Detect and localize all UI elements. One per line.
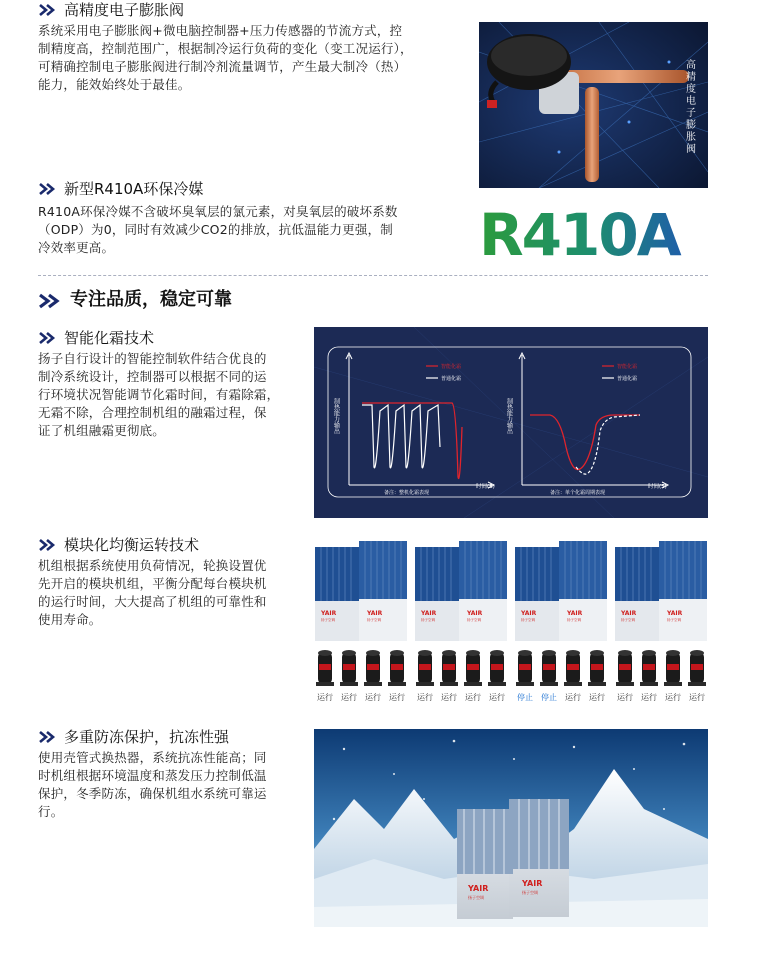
module-status-label: 运行 <box>441 693 457 702</box>
svg-text:YAIR: YAIR <box>468 884 489 893</box>
double-chevron-icon <box>38 3 58 17</box>
right-smart-curve <box>530 415 640 470</box>
compressor-icon <box>363 648 383 688</box>
svg-text:扬子空调: 扬子空调 <box>321 618 335 622</box>
compressor-icon <box>315 648 335 688</box>
svg-text:扬子空调: 扬子空调 <box>467 618 481 622</box>
valve-heading <box>38 0 184 20</box>
module-status-label: 运行 <box>417 693 433 702</box>
refrigerant-title: 新型R410A环保冷媒 <box>64 180 204 198</box>
defrost-heading <box>38 328 154 348</box>
module-status-label: 运行 <box>389 693 405 702</box>
left-ylabel: 制热能力输出 <box>332 398 340 434</box>
svg-text:普通化霜: 普通化霜 <box>441 376 462 382</box>
compressor-icon <box>615 648 635 688</box>
svg-text:智能化霜: 智能化霜 <box>441 364 462 370</box>
defrost-chart-panel <box>314 327 708 518</box>
antifreeze-title: 多重防冻保护，抗冻性强 <box>64 728 230 746</box>
module-units <box>313 535 709 645</box>
svg-text:YAIR: YAIR <box>621 610 637 617</box>
modular-heading <box>38 535 199 555</box>
module-status-label: 运行 <box>465 693 481 702</box>
module-status-label: 运行 <box>665 693 681 702</box>
module-unit <box>613 539 709 643</box>
antifreeze-heading <box>38 727 229 747</box>
compressor-row <box>313 648 709 690</box>
section-divider <box>38 275 708 276</box>
right-xlabel: 时间(S) <box>648 484 667 490</box>
left-xlabel: 时间(S) <box>476 484 495 490</box>
svg-text:普通化霜: 普通化霜 <box>617 376 638 382</box>
defrost-title: 智能化霜技术 <box>64 329 155 347</box>
refrigerant-description: R410A环保冷媒不含破坏臭氧层的氯元素，对臭氧层的破坏系数 （ODP）为0，同时有效减少CO2的排放，抗低温能力更强，制 冷效率更高。 <box>38 204 398 255</box>
module-status-label: 运行 <box>489 693 505 702</box>
compressor-icon <box>487 648 507 688</box>
right-ylabel: 制热能力输出 <box>505 398 513 434</box>
module-status-label: 运行 <box>565 693 581 702</box>
svg-text:扬子空调: 扬子空调 <box>367 618 381 622</box>
compressor-icon <box>415 648 435 688</box>
svg-text:扬子空调: 扬子空调 <box>421 618 435 622</box>
r410a-logo <box>479 205 708 261</box>
valve-image <box>479 22 708 188</box>
compressor-icon <box>339 648 359 688</box>
valve-image-caption: 高精度电子膨胀阀 <box>686 60 696 155</box>
compressor-icon <box>463 648 483 688</box>
compressor-icon <box>587 648 607 688</box>
right-chart <box>519 353 668 488</box>
compressor-icon <box>663 648 683 688</box>
refrigerant-heading <box>38 179 203 199</box>
svg-text:YAIR: YAIR <box>421 610 437 617</box>
svg-text:YAIR: YAIR <box>667 610 683 617</box>
compressor-icon <box>639 648 659 688</box>
right-legend <box>602 363 637 382</box>
svg-text:智能化霜: 智能化霜 <box>617 364 638 370</box>
svg-text:扬子空调: 扬子空调 <box>521 618 535 622</box>
quality-title: 专注品质，稳定可靠 <box>70 289 232 310</box>
svg-text:扬子空调: 扬子空调 <box>468 895 484 900</box>
right-normal-curve <box>576 415 640 474</box>
module-unit <box>413 539 509 643</box>
double-chevron-icon <box>38 293 64 307</box>
double-chevron-icon <box>38 538 58 552</box>
module-status-label: 停止 <box>517 693 533 702</box>
double-chevron-icon <box>38 730 58 744</box>
compressor-icon <box>439 648 459 688</box>
modular-title: 模块化均衡运转技术 <box>64 536 200 554</box>
valve-description: 系统采用电子膨胀阀+微电脑控制器+压力传感器的节流方式，控 制精度高，控制范围广，根据制冷运行负荷的变化（变工况运行）， 可精确控制电子膨胀阀进行制冷剂流量调节，产生最大制冷（热） 能力，能效始终处于最佳。 <box>38 23 413 92</box>
svg-text:YAIR: YAIR <box>521 610 537 617</box>
svg-text:扬子空调: 扬子空调 <box>667 618 681 622</box>
left-normal-curve <box>362 405 440 468</box>
outdoor-unit <box>457 799 569 919</box>
module-unit <box>513 539 609 643</box>
svg-text:R410A: R410A <box>479 205 680 261</box>
quality-heading <box>38 290 232 310</box>
module-status-label: 运行 <box>641 693 657 702</box>
left-legend <box>426 363 461 382</box>
module-status-label: 运行 <box>341 693 357 702</box>
svg-text:YAIR: YAIR <box>567 610 583 617</box>
defrost-description: 扬子自行设计的智能控制软件结合优良的 制冷系统设计，控制器可以根据不同的运 行环境状况智能调节化霜时间，有霜除霜， 无霜不除，合理控制机组的融霜过程，保 证了机组融霜更彻底。 <box>38 351 280 438</box>
module-status-label: 运行 <box>689 693 705 702</box>
module-status-label: 运行 <box>617 693 633 702</box>
svg-text:扬子空调: 扬子空调 <box>567 618 581 622</box>
compressor-icon <box>387 648 407 688</box>
svg-text:YAIR: YAIR <box>467 610 483 617</box>
compressor-icon <box>687 648 707 688</box>
right-note: 备注：单个化霜周期表现 <box>550 490 606 496</box>
status-row <box>313 692 709 704</box>
double-chevron-icon <box>38 331 58 345</box>
snow-mountain-image <box>314 729 708 927</box>
compressor-icon <box>515 648 535 688</box>
svg-text:扬子空调: 扬子空调 <box>522 890 538 895</box>
svg-text:扬子空调: 扬子空调 <box>621 618 635 622</box>
module-status-label: 停止 <box>541 693 557 702</box>
module-status-label: 运行 <box>589 693 605 702</box>
module-unit <box>313 539 409 643</box>
left-note: 备注：整机化霜表现 <box>384 490 430 496</box>
svg-text:YAIR: YAIR <box>321 610 337 617</box>
antifreeze-description: 使用壳管式换热器，系统抗冻性能高；同 时机组根据环境温度和蒸发压力控制低温 保护，冬季防冻，确保机组水系统可靠运 行。 <box>38 750 267 819</box>
compressor-icon <box>539 648 559 688</box>
svg-text:YAIR: YAIR <box>522 879 543 888</box>
module-status-label: 运行 <box>317 693 333 702</box>
modular-description: 机组根据系统使用负荷情况，轮换设置优 先开启的模块机组，平衡分配每台模块机 的运行时间，大大提高了机组的可靠性和 使用寿命。 <box>38 558 267 627</box>
double-chevron-icon <box>38 182 58 196</box>
compressor-icon <box>563 648 583 688</box>
valve-title: 高精度电子膨胀阀 <box>64 1 185 19</box>
svg-text:YAIR: YAIR <box>367 610 383 617</box>
module-status-label: 运行 <box>365 693 381 702</box>
